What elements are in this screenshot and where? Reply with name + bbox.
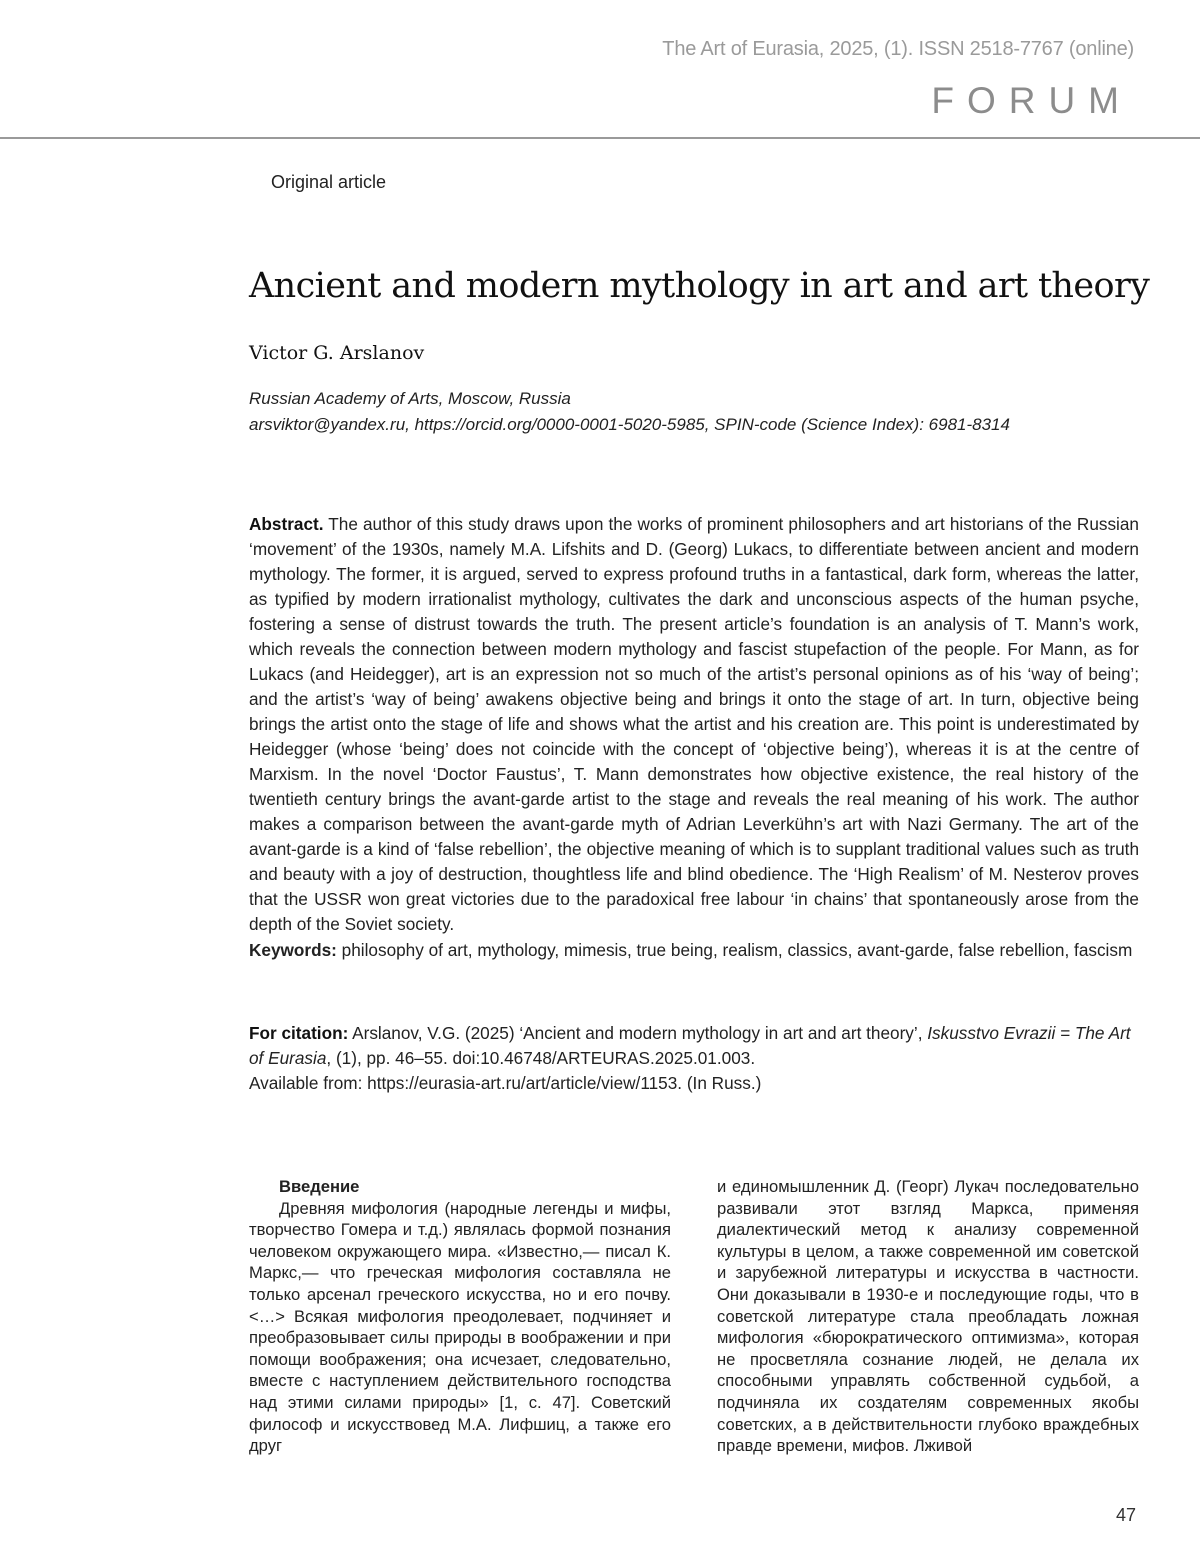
abstract — [249, 512, 1139, 937]
page-number: 47 — [1115, 1505, 1136, 1525]
article-type: Original article — [271, 172, 387, 192]
journal-info: The Art of Eurasia, 2025, (1). ISSN 2518-7767 (online) — [662, 38, 1134, 60]
header-divider — [0, 137, 1200, 139]
citation-details: , (1), pp. 46–55. doi:10.46748/ARTEURAS.2025.01.003. — [326, 1048, 756, 1068]
section-title: FORUM — [931, 80, 1132, 121]
citation-available[interactable]: Available from: https://eurasia-art.ru/art/article/view/1153. (In Russ.) — [249, 1073, 762, 1093]
article-title: Ancient and modern mythology in art and art theory — [249, 266, 1150, 306]
author-name: Victor G. Arslanov — [249, 342, 425, 364]
keywords — [249, 938, 1139, 963]
citation-label: For citation: — [249, 1023, 349, 1043]
continued-paragraph: и единомышленник Д. (Георг) Лукач последовательно развивали этот взгляд Маркса, применяя диалектический метод к анализу современной культуры в целом, а также современной им советской и зарубежной литературы и искусства в частности. Они доказывали в 1930-е и последующие годы, что в советской литературе стала преобладать ложная мифология «бюрократического оптимизма», которая не просветляла сознание людей, не делала их способными управлять собственной судьбой, а подчиняла их создателям современных якобы советских, а в действительности глубоко враждебных правде времени, мифов. Лживой — [717, 1177, 1139, 1456]
keywords-label: Keywords: — [249, 940, 337, 960]
abstract-text: The author of this study draws upon the works of prominent philosophers and art historians of the Russian ‘movement’ of the 1930s, namely M.A. Lifshits and D. (Georg) Lukacs, to differentiate between ancient and modern mythology. The former, it is argued, served to express profound truths in a fantastical, dark form, whereas the latter, as typified by modern irrationalist mythology, cultivates the dark and unconscious aspects of the human psyche, fostering a sense of distrust towards the truth. The present article’s foundation is an analysis of T. Mann’s work, which reveals the connection between modern mythology and fascist stupefaction of the people. For Mann, as for Lukacs (and Heidegger), art is an expression not so much of the artist’s personal opinions as of his ‘way of being’; and the artist’s ‘way of being’ awakens objective being and brings it onto the stage of art. In turn, objective being brings the artist onto the stage of life and shows what the artist and his creation are. This point is underestimated by Heidegger (whose ‘being’ does not coincide with the concept of ‘objective being’), whereas it is at the centre of Marxism. In the novel ‘Doctor Faustus’, T. Mann demonstrates how objective existence, the real history of the twentieth century brings the avant-garde artist to the stage and reveals the real meaning of his work. The author makes a comparison between the avant-garde myth of Adrian Leverkühn’s art with Nazi Germany. The art of the avant-garde is a kind of ‘false rebellion’, the objective meaning of which is to supplant traditional values such as truth and beauty with a joy of destruction, thoughtless life and blind obedience. The ‘High Realism’ of M. Nesterov proves that the USSR won great victories due to the paradoxical free labour ‘in chains’ that spontaneously arose from the depth of the Soviet society. — [249, 514, 1139, 934]
abstract-label: Abstract. — [249, 514, 324, 534]
body-column-right — [717, 1176, 1139, 1457]
citation-journal: Iskusstvo Evrazii = The Art of Eurasia — [249, 1023, 1131, 1068]
author-affiliation-block — [249, 386, 1010, 438]
intro-heading: Введение — [279, 1177, 360, 1196]
affiliation: Russian Academy of Arts, Moscow, Russia — [249, 389, 571, 408]
intro-paragraph: Древняя мифология (народные легенды и мифы, творчество Гомера и т.д.) являлась формой познания человеком окружающего мира. «Известно,— писал К. Маркс,— что греческая мифология составляла не только арсенал греческого искусства, но и его почву. <…> Всякая мифология преодолевает, подчиняет и преобразовывает силы природы в воображении и при помощи воображения; она исчезает, следовательно, вместе с наступлением действительного господства над этими силами природы» [1, с. 47]. Советский философ и искусствовед М.А. Лифшиц, а также его друг — [249, 1198, 671, 1456]
citation-text: Arslanov, V.G. (2025) ‘Ancient and modern mythology in art and art theory’, — [352, 1023, 923, 1043]
keywords-text: philosophy of art, mythology, mimesis, true being, realism, classics, avant-garde, false rebellion, fascism — [341, 940, 1133, 960]
citation — [249, 1021, 1139, 1096]
body-column-left — [249, 1176, 671, 1457]
author-contacts[interactable]: arsviktor@yandex.ru, https://orcid.org/0000-0001-5020-5985, SPIN-code (Science Index): 6981-8314 — [249, 415, 1010, 434]
